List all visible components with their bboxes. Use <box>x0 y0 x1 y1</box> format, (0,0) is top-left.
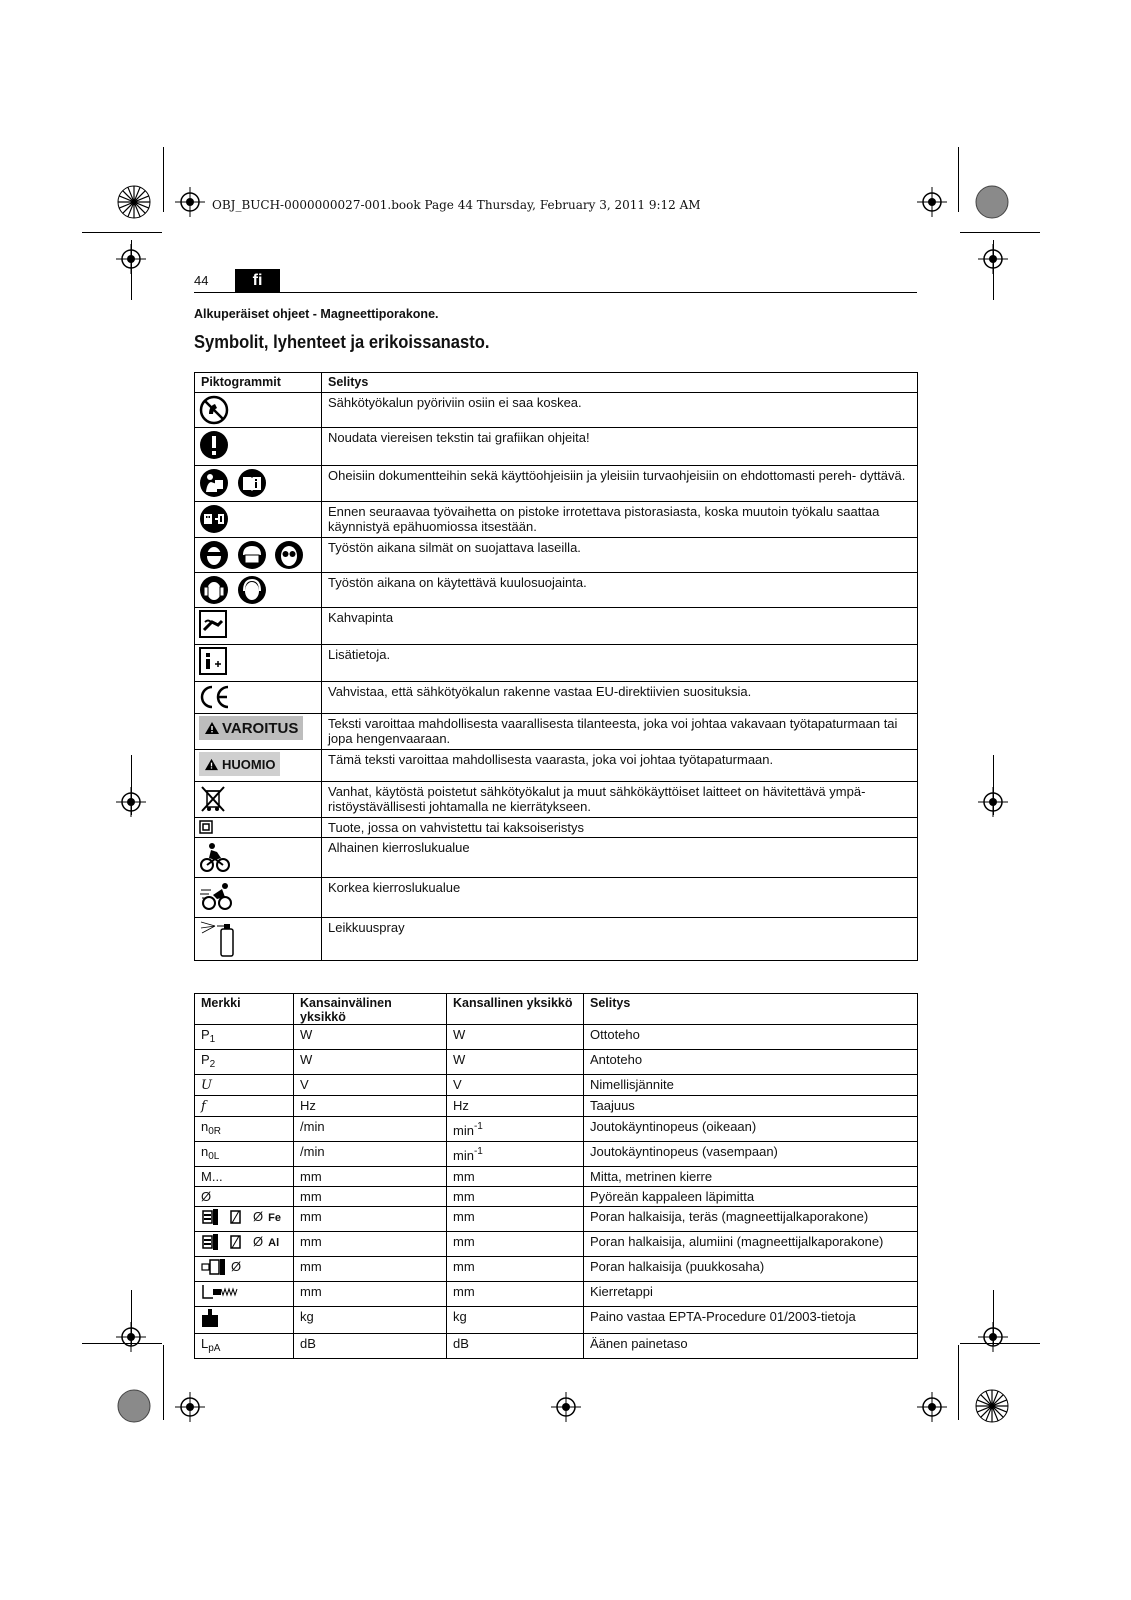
intl-unit-cell: mm <box>294 1207 447 1232</box>
table-row <box>195 1096 918 1117</box>
weight-icon <box>201 1308 219 1333</box>
intl-unit-cell: /min <box>294 1117 447 1142</box>
grip-surface-icon <box>199 610 227 638</box>
spray-can-icon <box>199 920 239 958</box>
col-header-explanation: Selitys <box>584 994 918 1025</box>
explanation-cell: Korkea kierroslukualue <box>322 878 918 918</box>
explanation-cell: Alhainen kierroslukualue <box>322 838 918 878</box>
table-row <box>195 818 918 838</box>
natl-unit-cell: $\min^{-1}$ <box>447 1142 584 1167</box>
natl-unit-cell: Hz <box>447 1096 584 1117</box>
intl-unit-cell: Hz <box>294 1096 447 1117</box>
table-row <box>195 1282 918 1307</box>
explanation-cell: Äänen painetaso <box>584 1334 918 1359</box>
pictogram-cell <box>195 918 322 961</box>
table-row <box>195 1257 918 1282</box>
table-row <box>195 1050 918 1075</box>
crop-mark <box>958 1345 959 1420</box>
symbol-cell <box>195 1187 294 1207</box>
registration-mark-icon <box>917 1392 947 1422</box>
natl-unit-cell: mm <box>447 1257 584 1282</box>
pictogram-table <box>194 372 918 961</box>
intl-unit-cell: W <box>294 1050 447 1075</box>
explanation-cell: Antoteho <box>584 1050 918 1075</box>
table-row <box>195 538 918 573</box>
symbol-text: n <box>201 1119 209 1134</box>
col-header-explanation: Selitys <box>322 373 918 393</box>
core-drill-icon <box>201 1258 227 1281</box>
symbol-cell <box>195 1096 294 1117</box>
helmet-visor-icon <box>237 540 267 570</box>
natl-unit-cell: dB <box>447 1334 584 1359</box>
registration-mark-icon <box>175 187 205 217</box>
intl-unit-cell: dB <box>294 1334 447 1359</box>
symbol-text: f <box>201 1099 206 1114</box>
symbol-cell <box>195 1075 294 1096</box>
natl-unit-cell: mm <box>447 1187 584 1207</box>
table-row <box>195 750 918 782</box>
pictogram-cell <box>195 782 322 818</box>
fast-cyclist-icon <box>199 880 235 912</box>
pictogram-cell <box>195 573 322 608</box>
symbol-text: L <box>201 1336 209 1351</box>
intl-unit-cell: mm <box>294 1257 447 1282</box>
gray-ball-icon <box>975 185 1009 219</box>
natl-unit-cell: mm <box>447 1232 584 1257</box>
symbol-cell <box>195 1257 294 1282</box>
manual-book-icon <box>237 468 267 498</box>
no-touch-rotating-icon <box>199 395 229 425</box>
natl-unit-cell: kg <box>447 1307 584 1334</box>
pictogram-cell <box>195 608 322 645</box>
pictogram-cell <box>195 538 322 573</box>
symbol-text: U <box>201 1078 212 1093</box>
page-number: 44 <box>194 273 209 288</box>
table-row <box>195 573 918 608</box>
symbol-subscript: 0R <box>208 1126 222 1137</box>
diameter-symbol: Ø <box>231 1259 242 1274</box>
explanation-cell: Vanhat, käytöstä poistetut sähkötyökalut ja muut sähkökäyttöiset laitteet on hävitettävä ympä- ristöystävällisesti johtamalla ne kierrätykseen. <box>322 782 918 818</box>
starburst-target-icon <box>975 1389 1009 1423</box>
symbol-text: M... <box>201 1169 223 1184</box>
intl-unit-cell: W <box>294 1025 447 1050</box>
intl-unit-cell: mm <box>294 1187 447 1207</box>
registration-mark-icon <box>978 1322 1008 1352</box>
page-title: Symbolit, lyhenteet ja erikoissanasto. <box>194 332 490 352</box>
gray-ball-icon <box>117 1389 151 1423</box>
crop-mark <box>163 147 164 212</box>
symbol-cell <box>195 1142 294 1167</box>
table-row <box>195 714 918 750</box>
table-row <box>195 682 918 714</box>
natl-unit-cell: V <box>447 1075 584 1096</box>
intl-unit-cell: mm <box>294 1167 447 1187</box>
symbol-cell <box>195 1050 294 1075</box>
pictogram-cell <box>195 714 322 750</box>
explanation-cell: Tuote, jossa on vahvistettu tai kaksoiseristys <box>322 818 918 838</box>
symbol-cell <box>195 1282 294 1307</box>
warning-badge-label: VAROITUS <box>222 719 299 737</box>
explanation-cell: Työstön aikana on käytettävä kuulosuojainta. <box>322 573 918 608</box>
unplug-icon <box>199 504 229 534</box>
natl-unit-cell: $\min^{-1}$ <box>447 1117 584 1142</box>
caution-badge <box>199 752 280 776</box>
symbol-subscript: 2 <box>209 1059 216 1070</box>
crossed-bin-icon <box>199 784 227 814</box>
registration-mark-icon <box>175 1392 205 1422</box>
info-plus-icon <box>199 647 227 675</box>
material-label: Fe <box>268 1212 281 1224</box>
symbol-cell <box>195 1025 294 1050</box>
diameter-symbol: Ø <box>253 1209 264 1224</box>
symbol-text: P <box>201 1052 210 1067</box>
table-row <box>195 1142 918 1167</box>
section-subheading: Alkuperäiset ohjeet - Magneettiporakone. <box>194 307 439 321</box>
unit-superscript: -1 <box>473 1146 483 1157</box>
table-row <box>195 1167 918 1187</box>
ce-mark-icon <box>199 684 231 710</box>
warning-badge <box>199 716 303 740</box>
explanation-cell: Oheisiin dokumentteihin sekä käyttöohjeisiin ja yleisiin turvaohjeisiin on ehdottomasti pereh- dyttävä. <box>322 466 918 502</box>
pictogram-cell <box>195 818 322 838</box>
table-row <box>195 502 918 538</box>
pictogram-cell <box>195 393 322 428</box>
table-row <box>195 1075 918 1096</box>
explanation-cell: Poran halkaisija (puukkosaha) <box>584 1257 918 1282</box>
explanation-cell: Nimellisjännite <box>584 1075 918 1096</box>
table-row <box>195 1307 918 1334</box>
explanation-cell: Taajuus <box>584 1096 918 1117</box>
explanation-cell: Mitta, metrinen kierre <box>584 1167 918 1187</box>
pictogram-cell <box>195 682 322 714</box>
registration-mark-icon <box>978 244 1008 274</box>
explanation-cell: Joutokäyntinopeus (oikeaan) <box>584 1117 918 1142</box>
explanation-cell: Noudata viereisen tekstin tai grafiikan ohjeita! <box>322 428 918 466</box>
registration-mark-icon <box>116 787 146 817</box>
explanation-cell: Leikkuuspray <box>322 918 918 961</box>
pictogram-cell <box>195 466 322 502</box>
natl-unit-cell: mm <box>447 1282 584 1307</box>
explanation-cell: Poran halkaisija, alumiini (magneettijalkaporakone) <box>584 1232 918 1257</box>
language-tab: fi <box>235 269 280 293</box>
face-shield-icon <box>199 540 229 570</box>
explanation-cell: Tämä teksti varoittaa mahdollisesta vaarasta, joka voi johtaa työtapaturmaan. <box>322 750 918 782</box>
tap-icon <box>201 1283 241 1306</box>
symbol-subscript: pA <box>208 1343 221 1354</box>
explanation-cell: Lisätietoja. <box>322 645 918 682</box>
col-header-symbol: Merkki <box>195 994 294 1025</box>
registration-mark-icon <box>917 187 947 217</box>
explanation-cell: Pyöreän kappaleen läpimitta <box>584 1187 918 1207</box>
pictogram-cell <box>195 750 322 782</box>
explanation-cell: Ottoteho <box>584 1025 918 1050</box>
explanation-cell: Kahvapinta <box>322 608 918 645</box>
intl-unit-cell: mm <box>294 1232 447 1257</box>
crop-mark <box>163 1345 164 1420</box>
table-row <box>195 1334 918 1359</box>
starburst-target-icon <box>117 185 151 219</box>
read-manual-icon <box>199 468 229 498</box>
exclamation-icon <box>199 430 229 460</box>
table-row <box>195 466 918 502</box>
explanation-cell: Paino vastaa EPTA-Procedure 01/2003-tietoja <box>584 1307 918 1334</box>
slow-cyclist-icon <box>199 840 231 874</box>
explanation-cell: Työstön aikana silmät on suojattava laseilla. <box>322 538 918 573</box>
intl-unit-cell: kg <box>294 1307 447 1334</box>
col-header-pictograms: Piktogrammit <box>195 373 322 393</box>
symbol-cell <box>195 1207 294 1232</box>
warning-triangle-icon <box>204 758 219 771</box>
double-insulation-icon <box>199 820 213 834</box>
pictogram-cell <box>195 502 322 538</box>
symbol-cell <box>195 1167 294 1187</box>
table-row <box>195 838 918 878</box>
registration-mark-icon <box>551 1392 581 1422</box>
pictogram-cell <box>195 428 322 466</box>
symbol-subscript: 1 <box>209 1034 216 1045</box>
symbol-cell <box>195 1232 294 1257</box>
table-row <box>195 1232 918 1257</box>
table-row <box>195 1187 918 1207</box>
table-row <box>195 782 918 818</box>
explanation-cell: Vahvistaa, että sähkötyökalun rakenne vastaa EU-direktiivien suosituksia. <box>322 682 918 714</box>
explanation-cell: Teksti varoittaa mahdollisesta vaarallisesta tilanteesta, joka voi johtaa vakavaan työtapaturmaan tai jopa hengenvaaraan. <box>322 714 918 750</box>
col-header-intl-unit: Kansainvälinen yksikkö <box>294 994 447 1025</box>
natl-unit-cell: mm <box>447 1167 584 1187</box>
ear-protection-icon <box>237 575 267 605</box>
symbol-cell <box>195 1307 294 1334</box>
header-rule <box>194 292 917 293</box>
table-row <box>195 608 918 645</box>
intl-unit-cell: V <box>294 1075 447 1096</box>
diameter-symbol: Ø <box>253 1234 264 1249</box>
ear-muffs-icon <box>199 575 229 605</box>
registration-mark-icon <box>116 244 146 274</box>
explanation-cell: Poran halkaisija, teräs (magneettijalkaporakone) <box>584 1207 918 1232</box>
unit-superscript: -1 <box>473 1121 483 1132</box>
unit-table-body <box>195 1025 918 1359</box>
table-row <box>195 428 918 466</box>
drill-fe-icon <box>201 1208 247 1231</box>
table-row <box>195 393 918 428</box>
warning-triangle-icon <box>204 721 220 735</box>
explanation-cell: Joutokäyntinopeus (vasempaan) <box>584 1142 918 1167</box>
symbol-subscript: 0L <box>208 1151 220 1162</box>
table-row <box>195 918 918 961</box>
file-info-header: OBJ_BUCH-0000000027-001.book Page 44 Thursday, February 3, 2011 9:12 AM <box>212 198 701 212</box>
explanation-cell: Kierretappi <box>584 1282 918 1307</box>
crop-mark <box>82 232 162 233</box>
natl-unit-cell: W <box>447 1025 584 1050</box>
crop-mark <box>960 232 1040 233</box>
symbol-text: n <box>201 1144 209 1159</box>
table-row <box>195 878 918 918</box>
drill-al-icon <box>201 1233 247 1256</box>
table-row <box>195 645 918 682</box>
pictogram-cell <box>195 645 322 682</box>
material-label: Al <box>268 1237 280 1249</box>
table-row <box>195 1117 918 1142</box>
explanation-cell: Ennen seuraavaa työvaihetta on pistoke irrotettava pistorasiasta, koska muutoin työkalu saattaa käynnistyä epähuomiossa itsestään. <box>322 502 918 538</box>
symbol-text: P <box>201 1027 210 1042</box>
natl-unit-cell: mm <box>447 1207 584 1232</box>
unit-table <box>194 993 918 1359</box>
symbol-text: Ø <box>201 1189 212 1204</box>
intl-unit-cell: mm <box>294 1282 447 1307</box>
intl-unit-cell: /min <box>294 1142 447 1167</box>
table-row <box>195 1025 918 1050</box>
symbol-cell <box>195 1334 294 1359</box>
safety-goggles-icon <box>274 540 304 570</box>
symbol-cell <box>195 1117 294 1142</box>
explanation-cell: Sähkötyökalun pyöriviin osiin ei saa koskea. <box>322 393 918 428</box>
col-header-natl-unit: Kansallinen yksikkö <box>447 994 584 1025</box>
crop-mark <box>958 147 959 212</box>
natl-unit-cell: W <box>447 1050 584 1075</box>
pictogram-cell <box>195 838 322 878</box>
table-row <box>195 1207 918 1232</box>
registration-mark-icon <box>116 1322 146 1352</box>
pictogram-cell <box>195 878 322 918</box>
registration-mark-icon <box>978 787 1008 817</box>
caution-badge-label: HUOMIO <box>222 756 276 772</box>
